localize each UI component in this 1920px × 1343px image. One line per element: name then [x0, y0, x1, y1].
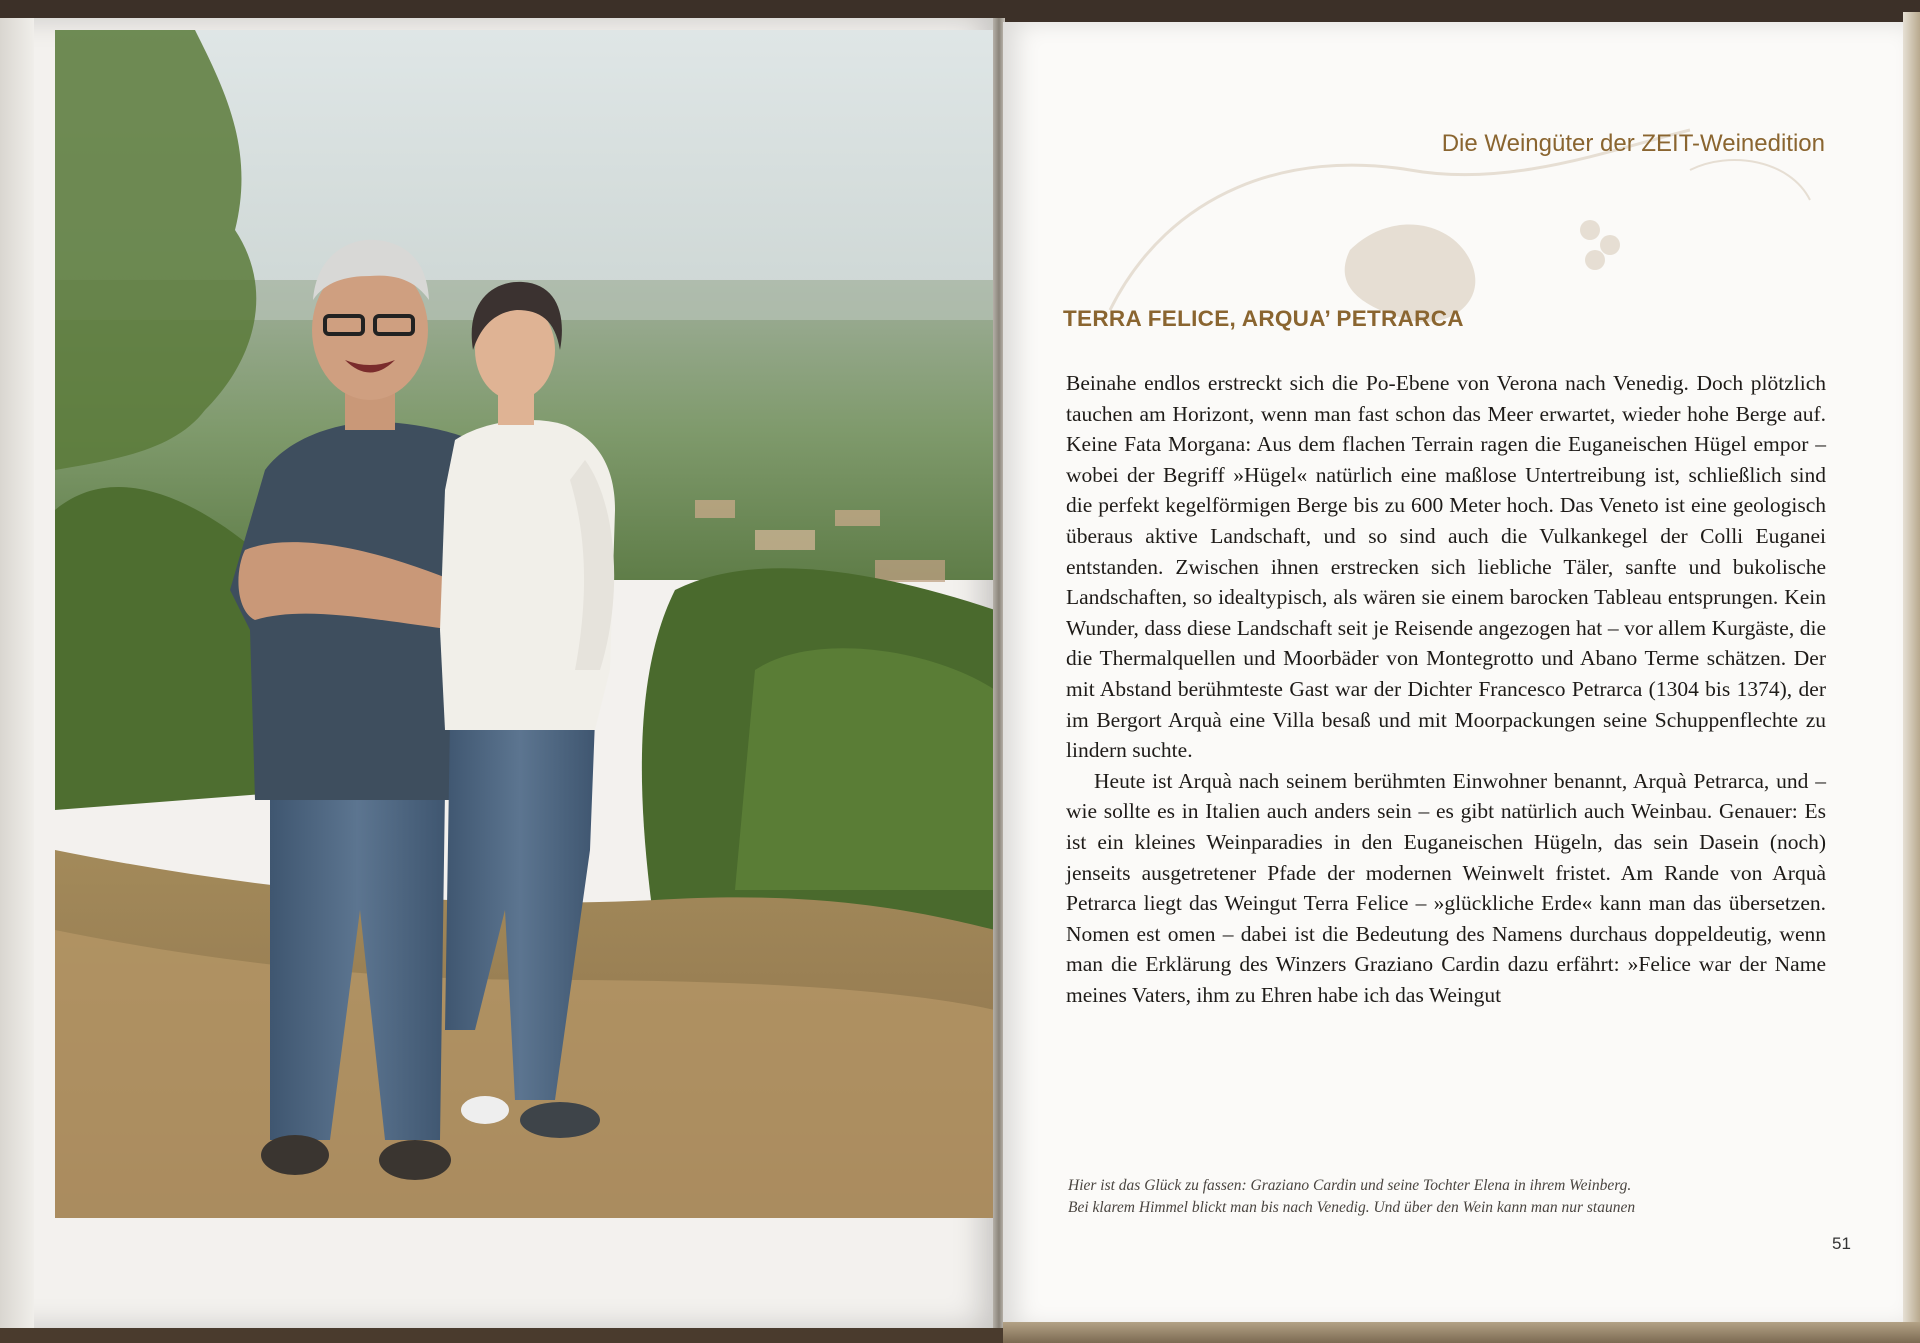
caption-line: Hier ist das Glück zu fassen: Graziano Cardin und seine Tochter Elena in ihrem Weinberg. [1068, 1177, 1632, 1194]
left-page-edge [0, 18, 34, 1328]
page-number: 51 [1832, 1234, 1851, 1253]
running-head: Die Weingüter der ZEIT-Weinedition [1441, 130, 1825, 157]
body-text [1066, 368, 1826, 1010]
book-bottom-edge [1003, 1322, 1920, 1343]
right-page-edge [1903, 12, 1920, 1332]
body-paragraph: Heute ist Arquà nach seinem berühmten Einwohner benannt, Arquà Petrarca, und – wie sollte es in Italien auch anders sein – es gibt natürlich auch Weinbau. Genauer: Es ist ein kleines Weinparadies in den Euganeischen Hügeln, das sein Dasein (noch) jenseits ausgetretener Pfade der modernen Weinwelt fristet. Am Rande von Arquà Petrarca liegt das Weingut Terra Felice – »glückliche Erde« kann man das übersetzen. Nomen est omen – dabei ist die Bedeutung des Namens durchaus doppeldeutig, wenn man die Erklärung des Winzers Graziano Cardin dazu erfährt: »Felice war der Name meines Vaters, ihm zu Ehren habe ich das Weingut [1066, 768, 1826, 1007]
section-heading: TERRA FELICE, ARQUA’ PETRARCA [1063, 306, 1464, 331]
vineyard-photo [55, 30, 995, 1218]
body-paragraph: Beinahe endlos erstreckt sich die Po-Ebene von Verona nach Venedig. Doch plötzlich tauchen am Horizont, wenn man fast schon das Meer erwartet, wieder hohe Berge auf. Keine Fata Morgana: Aus dem flachen Terrain ragen die Euganeischen Hügel empor – wobei der Begriff »Hügel« natürlich eine maßlose Untertreibung ist, schließlich sind die perfekt kegelförmigen Berge bis zu 600 Meter hoch. Das Veneto ist eine geologisch überaus aktive Landschaft, und so sind auch die Vulkankegel der Colli Euganei entstanden. Zwischen ihnen erstrecken sich liebliche Täler, sanfte und bukolische Landschaften, so idealtypisch, als wären sie einem barocken Tableau entsprungen. Kein Wunder, dass diese Landschaft seit je Reisende angezogen hat – vor allem Kurgäste, die die Thermalquellen und Moorbäder von Montegrotto und Abano Terme schätzen. Der mit Abstand berühmteste Gast war der Dichter Francesco Petrarca (1304 bis 1374), der im Bergort Arquà eine Villa besaß und mit Moorpackungen seine Schuppenflechte zu lindern suchte. [1066, 371, 1826, 763]
photo-caption [1068, 1175, 1828, 1219]
caption-line: Bei klarem Himmel blickt man bis nach Venedig. Und über den Wein kann man nur staunen [1068, 1199, 1636, 1216]
